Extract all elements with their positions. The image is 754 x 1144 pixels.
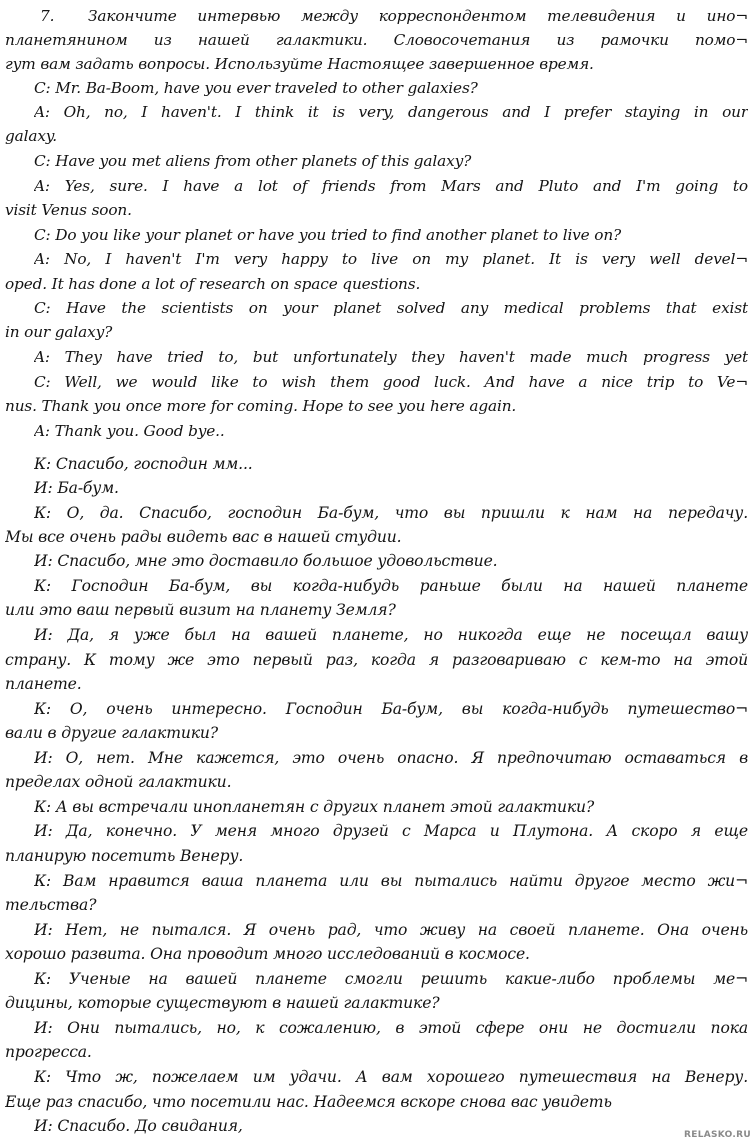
russian-dialogue-line: И: Да, конечно. У меня много друзей с Марса и Плутона. А скоро я еще bbox=[34, 822, 748, 840]
russian-dialogue-line: планирую посетить Венеру. bbox=[5, 847, 244, 865]
russian-dialogue-line: прогресса. bbox=[5, 1043, 92, 1061]
english-dialogue-line: A: They have tried to, but unfortunately they haven't made much progress yet bbox=[34, 348, 748, 366]
english-dialogue-line: C: Do you like your planet or have you tried to find another planet to live on? bbox=[34, 226, 622, 244]
russian-dialogue-line: И: Спасибо. До свидания, bbox=[34, 1117, 243, 1135]
russian-dialogue-line: И: Ба-бум. bbox=[34, 479, 119, 497]
russian-dialogue-line: К: Господин Ба-бум, вы когда-нибудь раньше были на нашей планете bbox=[34, 577, 748, 595]
russian-dialogue-line: пределах одной галактики. bbox=[5, 773, 232, 791]
russian-dialogue-line: тельства? bbox=[5, 896, 97, 914]
russian-dialogue-line: К: А вы встречали инопланетян с других планет этой галактики? bbox=[34, 798, 595, 816]
english-dialogue-line: A: Oh, no, I haven't. I think it is very, dangerous and I prefer staying in our bbox=[34, 103, 748, 121]
russian-dialogue-line: Еще раз спасибо, что посетили нас. Надеемся вскоре снова вас увидеть bbox=[5, 1093, 612, 1111]
russian-dialogue-line: страну. К тому же это первый раз, когда я разговариваю с кем-то на этой bbox=[5, 651, 748, 669]
russian-dialogue-line: или это ваш первый визит на планету Земля? bbox=[5, 601, 396, 619]
english-dialogue-line: A: Yes, sure. I have a lot of friends from Mars and Pluto and I'm going to bbox=[34, 177, 748, 195]
russian-dialogue-line: И: Нет, не пытался. Я очень рад, что живу на своей планете. Она очень bbox=[34, 921, 748, 939]
task-instruction-line: гут вам задать вопросы. Используйте Настоящее завершенное время. bbox=[5, 55, 594, 73]
english-dialogue-line: nus. Thank you once more for coming. Hope to see you here again. bbox=[5, 397, 517, 415]
russian-dialogue-line: И: Спасибо, мне это доставило большое удовольствие. bbox=[34, 552, 498, 570]
russian-dialogue-line: К: Вам нравится ваша планета или вы пытались найти другое место жи¬ bbox=[34, 872, 748, 890]
russian-dialogue-line: И: О, нет. Мне кажется, это очень опасно. Я предпочитаю оставаться в bbox=[34, 749, 748, 767]
russian-dialogue-line: И: Они пытались, но, к сожалению, в этой сфере они не достигли пока bbox=[34, 1019, 748, 1037]
russian-dialogue-line: К: О, да. Спасибо, господин Ба-бум, что вы пришли к нам на передачу. bbox=[34, 504, 748, 522]
russian-dialogue-line: И: Да, я уже был на вашей планете, но никогда еще не посещал вашу bbox=[34, 626, 748, 644]
russian-dialogue-line: К: Что ж, пожелаем им удачи. А вам хорошего путешествия на Венеру. bbox=[34, 1068, 748, 1086]
english-dialogue-line: oped. It has done a lot of research on space questions. bbox=[5, 275, 421, 293]
russian-dialogue-line: К: Спасибо, господин мм... bbox=[34, 455, 253, 473]
english-dialogue-line: galaxy. bbox=[5, 127, 57, 145]
russian-dialogue-line: планете. bbox=[5, 675, 82, 693]
task-number: 7. bbox=[40, 7, 55, 25]
english-dialogue-line: A: Thank you. Good bye.. bbox=[34, 422, 225, 440]
task-instruction-line: Закончите интервью между корреспондентом телевидения и ино¬ bbox=[88, 7, 748, 25]
english-dialogue-line: C: Mr. Ba-Boom, have you ever traveled to other galaxies? bbox=[34, 79, 478, 97]
english-dialogue-line: C: Have the scientists on your planet solved any medical problems that exist bbox=[34, 299, 748, 317]
russian-dialogue-line: вали в другие галактики? bbox=[5, 724, 219, 742]
russian-dialogue-line: хорошо развита. Она проводит много исследований в космосе. bbox=[5, 945, 530, 963]
english-dialogue-line: A: No, I haven't I'm very happy to live on my planet. It is very well devel¬ bbox=[34, 250, 748, 268]
english-dialogue-line: in our galaxy? bbox=[5, 323, 113, 341]
russian-dialogue-line: Мы все очень рады видеть вас в нашей студии. bbox=[5, 528, 402, 546]
russian-dialogue-line: К: Ученые на вашей планете смогли решить какие-либо проблемы ме¬ bbox=[34, 970, 748, 988]
english-dialogue-line: C: Have you met aliens from other planets of this galaxy? bbox=[34, 152, 472, 170]
english-dialogue-line: C: Well, we would like to wish them good luck. And have a nice trip to Ve¬ bbox=[34, 373, 748, 391]
english-dialogue-line: visit Venus soon. bbox=[5, 201, 132, 219]
russian-dialogue-line: К: О, очень интересно. Господин Ба-бум, вы когда-нибудь путешество¬ bbox=[34, 700, 748, 718]
task-instruction-line: планетянином из нашей галактики. Словосочетания из рамочки помо¬ bbox=[5, 31, 748, 49]
watermark: RELASKO.RU bbox=[684, 1130, 751, 1140]
russian-dialogue-line: дицины, которые существуют в нашей галактике? bbox=[5, 994, 440, 1012]
